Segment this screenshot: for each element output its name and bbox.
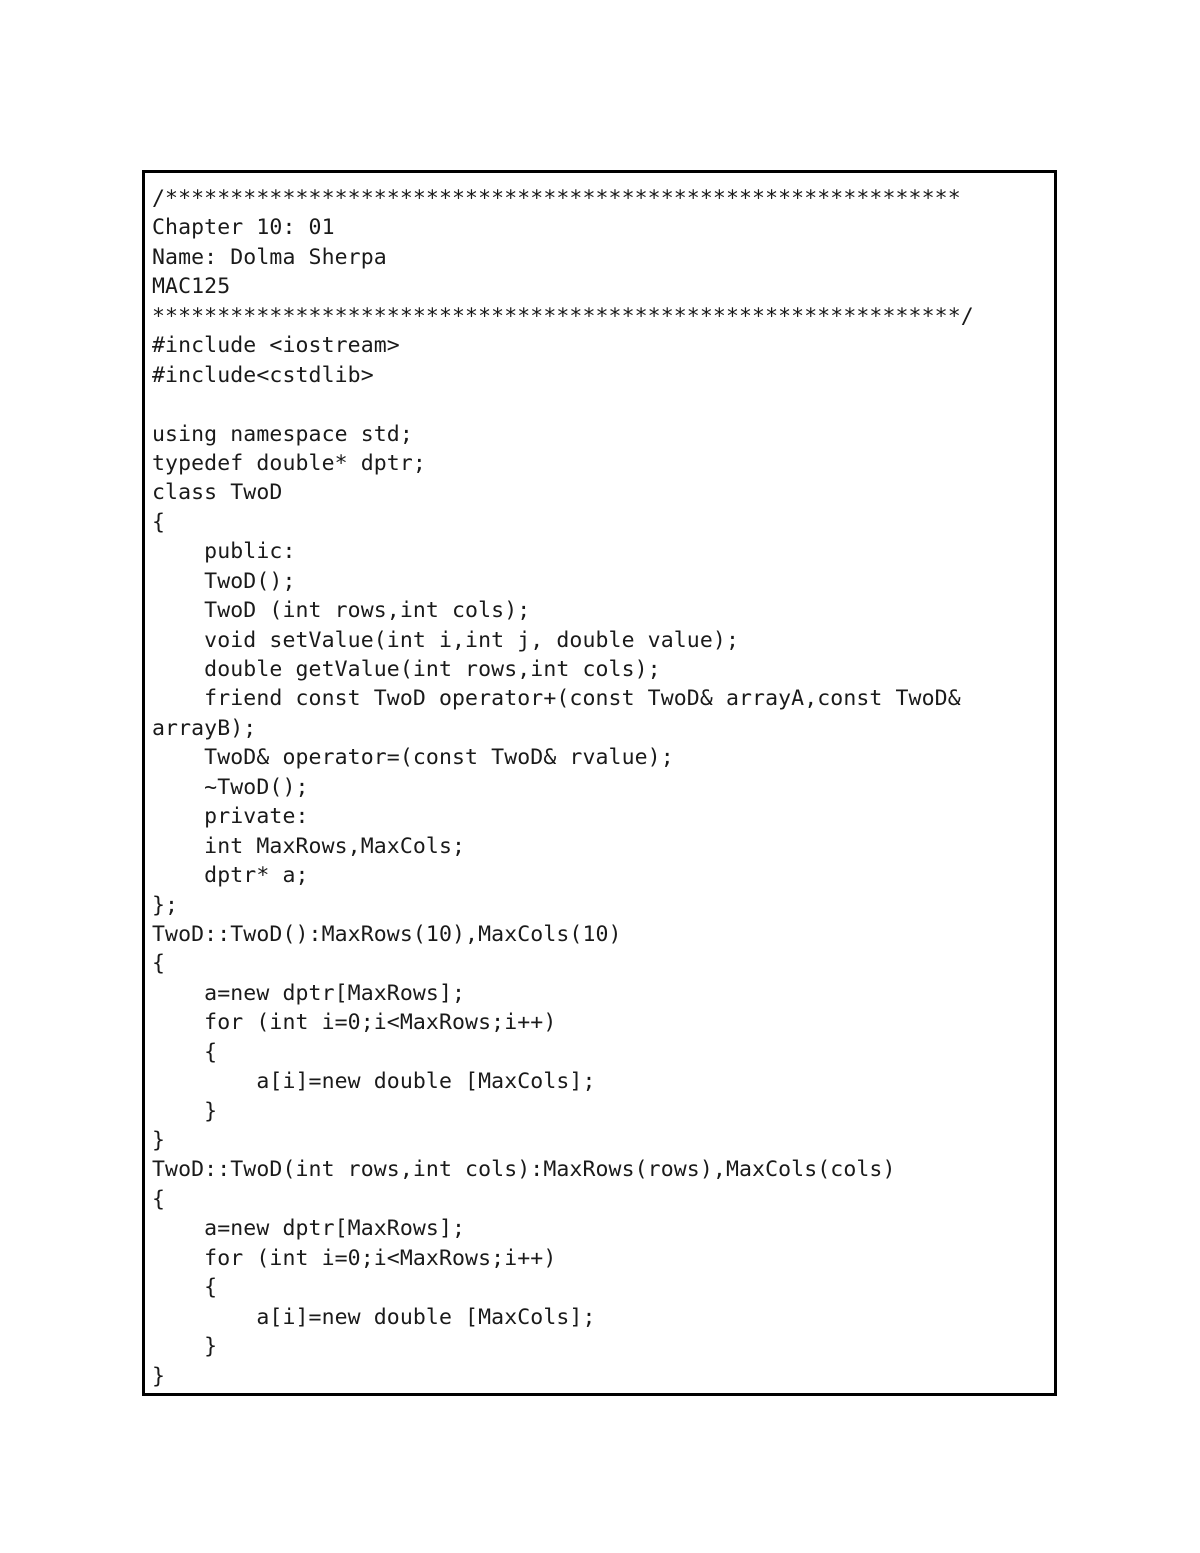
code-line: {: [152, 1039, 218, 1065]
code-line: using namespace std;: [152, 421, 413, 447]
code-line: Name: Dolma Sherpa: [152, 244, 387, 270]
code-line: }: [152, 1098, 218, 1124]
code-line: void setValue(int i,int j, double value);: [152, 627, 739, 653]
code-line: {: [152, 1186, 166, 1212]
code-line: #include<cstdlib>: [152, 362, 374, 388]
code-line: ~TwoD();: [152, 774, 309, 800]
code-line: dptr* a;: [152, 863, 309, 889]
code-line: int MaxRows,MaxCols;: [152, 833, 466, 859]
code-listing-box: [142, 170, 1057, 1396]
code-line: arrayB);: [152, 715, 257, 741]
code-line: }: [152, 1334, 218, 1360]
code-line: a=new dptr[MaxRows];: [152, 980, 466, 1006]
code-line: TwoD::TwoD(int rows,int cols):MaxRows(rows),MaxCols(cols): [152, 1157, 896, 1183]
code-listing: [152, 184, 974, 1391]
code-line: **************************************************************/: [152, 303, 974, 329]
code-line: a[i]=new double [MaxCols];: [152, 1304, 596, 1330]
code-line: for (int i=0;i<MaxRows;i++): [152, 1245, 557, 1271]
code-line: /*************************************************************: [152, 186, 961, 211]
code-line: {: [152, 1275, 218, 1301]
code-line: {: [152, 951, 166, 977]
code-line: double getValue(int rows,int cols);: [152, 657, 661, 682]
code-line: public:: [152, 539, 296, 565]
code-line: Chapter 10: 01: [152, 215, 335, 241]
code-line: TwoD::TwoD():MaxRows(10),MaxCols(10): [152, 921, 622, 947]
code-line: }: [152, 1363, 166, 1389]
code-line: MAC125: [152, 274, 231, 300]
code-line: #include <iostream>: [152, 333, 400, 359]
code-line: a[i]=new double [MaxCols];: [152, 1069, 596, 1095]
code-line: for (int i=0;i<MaxRows;i++): [152, 1010, 557, 1036]
code-line: private:: [152, 804, 309, 830]
code-line: };: [152, 892, 179, 918]
code-line: a=new dptr[MaxRows];: [152, 1216, 466, 1242]
code-line: [152, 390, 974, 419]
code-line: class TwoD: [152, 480, 283, 506]
code-line: }: [152, 1128, 166, 1153]
code-line: TwoD& operator=(const TwoD& rvalue);: [152, 745, 674, 771]
code-line: friend const TwoD operator+(const TwoD& arrayA,const TwoD&: [152, 686, 961, 712]
code-line: TwoD (int rows,int cols);: [152, 598, 531, 624]
code-line: {: [152, 509, 166, 535]
code-line: TwoD();: [152, 568, 296, 594]
code-line: typedef double* dptr;: [152, 450, 426, 476]
